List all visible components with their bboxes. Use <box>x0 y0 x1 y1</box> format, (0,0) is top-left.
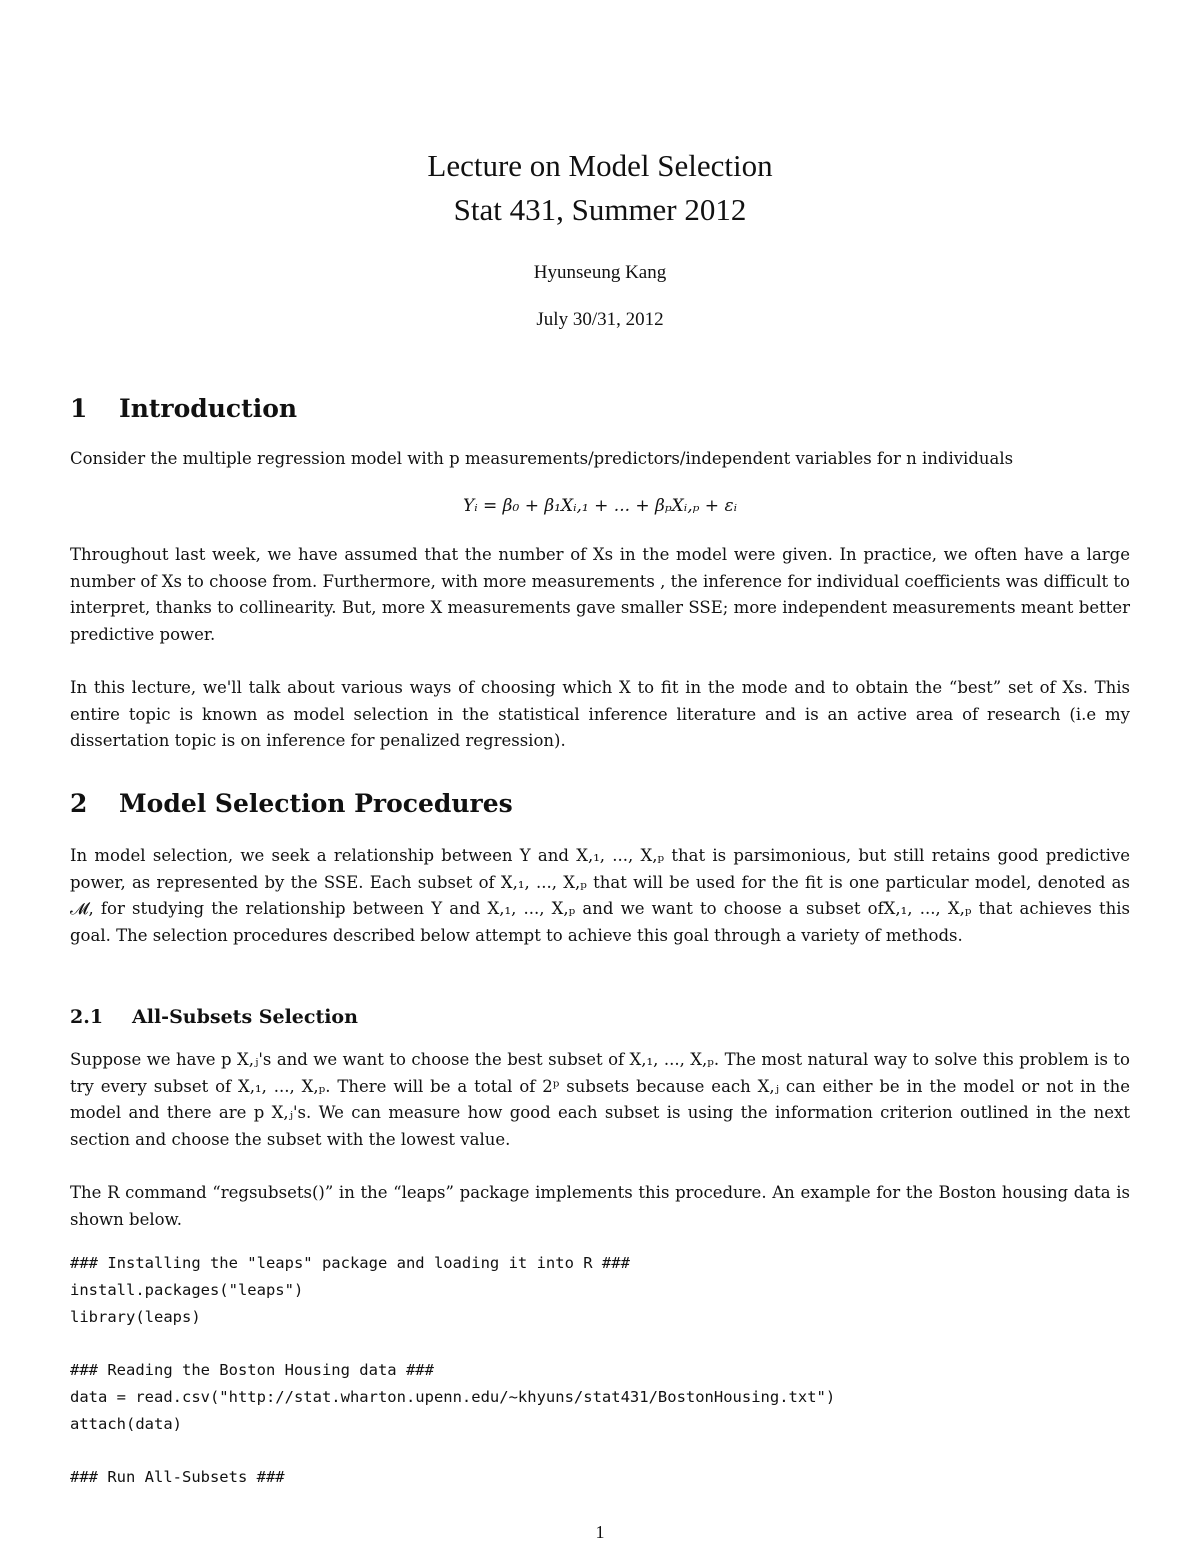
subsection-heading-all-subsets <box>70 1006 358 1028</box>
section-heading-model-selection <box>70 789 513 818</box>
r-code-block: ### Installing the "leaps" package and loading it into R ### install.packages("leaps") library(leaps) ### Reading the Boston Housing data ### data = read.csv("http://stat.wharton.upenn.edu/~khyuns/stat431/BostonHousing.txt") attach(data) ### Run All-Subsets ### <box>70 1254 836 1487</box>
intro-paragraph-1: Consider the multiple regression model with p measurements/predictors/independent variables for n individuals <box>70 449 1014 468</box>
section-number: 1 <box>70 394 88 423</box>
all-subsets-paragraph-1: Suppose we have p X,ⱼ's and we want to choose the best subset of X,₁, ..., X,ₚ. The most natural way to solve this problem is to try every subset of X,₁, ..., X,ₚ. There will be a total of 2ᵖ subsets because each X,ⱼ can either be in the model or not in the model and there are p X,ⱼ's. We can measure how good each subset is using the information criterion outlined in the next section and choose the subset with the lowest value. <box>70 1050 1130 1149</box>
section-number: 2 <box>70 789 88 818</box>
section-title: Model Selection Procedures <box>119 789 513 818</box>
author: Hyunseung Kang <box>533 262 667 283</box>
subsection-title: All-Subsets Selection <box>132 1006 358 1028</box>
paper-title-line2: Stat 431, Summer 2012 <box>453 192 747 227</box>
page-number: 1 <box>595 1522 605 1542</box>
subsection-number: 2.1 <box>70 1006 104 1028</box>
regression-equation: Yᵢ = β₀ + β₁Xᵢ,₁ + ... + βₚXᵢ,ₚ + εᵢ <box>462 496 738 516</box>
intro-paragraph-2: Throughout last week, we have assumed that the number of Xs in the model were given. In practice, we often have a large number of Xs to choose from. Furthermore, with more measurements , the inference for individual coefficients was difficult to interpret, thanks to collinearity. But, more X measurements gave smaller SSE; more independent measurements meant better predictive power. <box>70 545 1130 644</box>
all-subsets-paragraph-2: The R command “regsubsets()” in the “leaps” package implements this procedure. An example for the Boston housing data is shown below. <box>70 1183 1130 1229</box>
section-heading-introduction <box>70 394 297 423</box>
intro-paragraph-3: In this lecture, we'll talk about various ways of choosing which X to fit in the mode and to obtain the “best” set of Xs. This entire topic is known as model selection in the statistical inference literature and is an active area of research (i.e my dissertation topic is on inference for penalized regression). <box>70 678 1130 750</box>
model-selection-paragraph: In model selection, we seek a relationship between Y and X,₁, ..., X,ₚ that is parsimonious, but still retains good predictive power, as represented by the SSE. Each subset of X,₁, ..., X,ₚ that will be used for the fit is one particular model, denoted as 𝓜, for studying the relationship between Y and X,₁, ..., X,ₚ and we want to choose a subset ofX,₁, ..., X,ₚ that achieves this goal. The selection procedures described below attempt to achieve this goal through a variety of methods. <box>70 846 1130 945</box>
date: July 30/31, 2012 <box>536 309 664 330</box>
section-title: Introduction <box>119 394 298 423</box>
paper-title-line1: Lecture on Model Selection <box>427 148 773 183</box>
